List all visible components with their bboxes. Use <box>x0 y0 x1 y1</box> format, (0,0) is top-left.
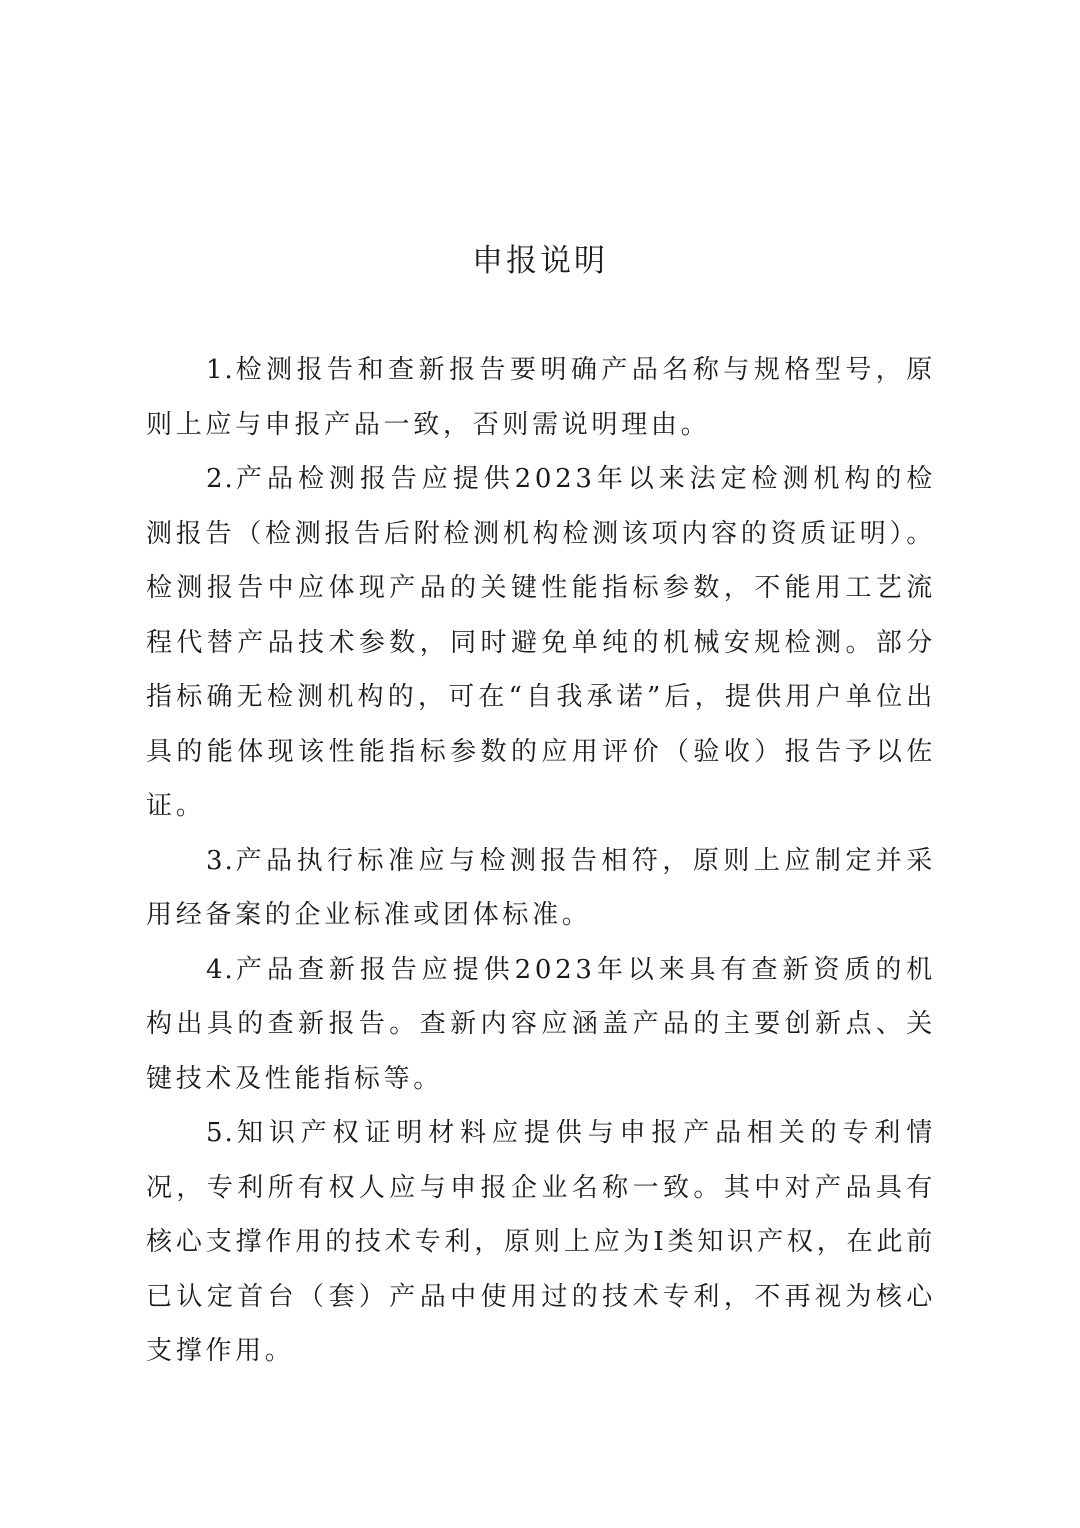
document-body <box>146 343 936 1379</box>
paragraph-number: 1. <box>206 355 235 385</box>
paragraph-text: 产品检测报告应提供2023年以来法定检测机构的检测报告（检测报告后附检测机构检测该项内容的资质证明）。检测报告中应体现产品的关键性能指标参数，不能用工艺流程代替产品技术参数，同时避免单纯的机械安规检测。部分指标确无检测机构的，可在“自我承诺”后，提供用户单位出具的能体现该性能指标参数的应用评价（验收）报告予以佐证。 <box>146 464 936 821</box>
paragraph-5 <box>146 1106 936 1379</box>
paragraph-2 <box>146 452 936 834</box>
paragraph-text: 检测报告和查新报告要明确产品名称与规格型号，原则上应与申报产品一致，否则需说明理由。 <box>146 355 936 440</box>
paragraph-number: 3. <box>206 845 235 876</box>
paragraph-4 <box>146 943 936 1107</box>
paragraph-number: 4. <box>206 954 235 985</box>
paragraph-text: 知识产权证明材料应提供与申报产品相关的专利情况，专利所有权人应与申报企业名称一致。其中对产品具有核心支撑作用的技术专利，原则上应为I类知识产权，在此前已认定首台（套）产品中使用过的技术专利，不再视为核心支撑作用。 <box>146 1118 936 1366</box>
paragraph-number: 2. <box>206 464 235 494</box>
page-title: 申报说明 <box>472 243 608 279</box>
paragraph-number: 5. <box>206 1118 235 1148</box>
paragraph-1 <box>146 343 936 452</box>
paragraph-text: 产品执行标准应与检测报告相符，原则上应制定并采用经备案的企业标准或团体标准。 <box>146 845 936 930</box>
paragraph-text: 产品查新报告应提供2023年以来具有查新资质的机构出具的查新报告。查新内容应涵盖产品的主要创新点、关键技术及性能指标等。 <box>146 954 936 1094</box>
paragraph-3 <box>146 834 936 943</box>
